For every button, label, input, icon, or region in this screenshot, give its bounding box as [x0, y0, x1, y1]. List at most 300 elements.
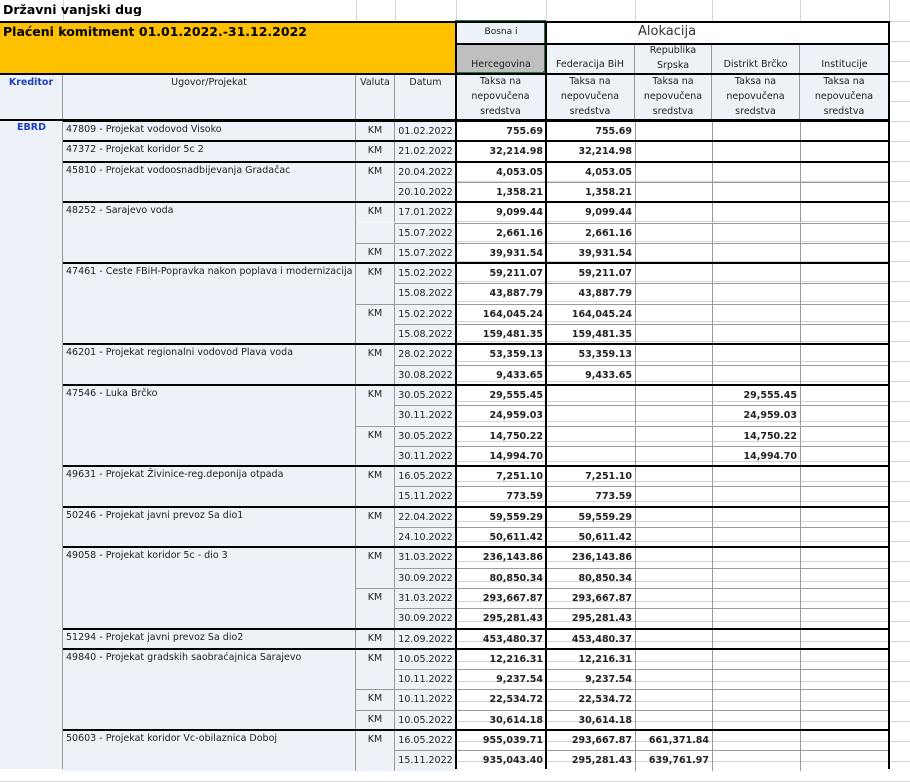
- subheader-rs[interactable]: [635, 74, 712, 120]
- valuta-cell[interactable]: KM: [356, 385, 395, 405]
- datum-cell[interactable]: 20.10.2022: [395, 182, 456, 202]
- project-cell[interactable]: 49631 - Projekat Živinice-reg.deponija otpada: [63, 466, 356, 507]
- valuta-cell[interactable]: [356, 568, 395, 588]
- valuta-cell[interactable]: [356, 223, 395, 243]
- institucije-cell[interactable]: [800, 750, 889, 770]
- fbih-cell[interactable]: 7,251.10: [546, 466, 635, 486]
- datum-cell[interactable]: 21.02.2022: [395, 141, 456, 161]
- group-border: [63, 628, 889, 630]
- datum-cell[interactable]: 10.05.2022: [395, 649, 456, 669]
- rs-cell[interactable]: [635, 182, 712, 202]
- subheader-text: sredstva: [480, 106, 521, 117]
- fbih-cell[interactable]: 236,143.86: [546, 547, 635, 567]
- header-valuta[interactable]: Valuta: [356, 74, 395, 120]
- brcko-cell[interactable]: [712, 608, 800, 628]
- datum-cell[interactable]: 30.09.2022: [395, 608, 456, 628]
- subheader-institucije[interactable]: [800, 74, 889, 120]
- bih-cell[interactable]: 293,667.87: [456, 588, 546, 608]
- institucije-cell[interactable]: [800, 730, 889, 750]
- rs-cell[interactable]: [635, 121, 712, 141]
- institucije-cell[interactable]: [800, 649, 889, 669]
- brcko-cell[interactable]: [712, 324, 800, 344]
- brcko-cell[interactable]: [712, 365, 800, 385]
- project-cell[interactable]: 47809 - Projekat vodovod Visoko: [63, 121, 356, 141]
- brcko-cell[interactable]: [712, 243, 800, 263]
- institucije-cell[interactable]: [800, 629, 889, 649]
- datum-cell[interactable]: 01.02.2022: [395, 121, 456, 141]
- header-datum[interactable]: Datum: [395, 74, 456, 120]
- valuta-cell[interactable]: [356, 608, 395, 628]
- brcko-cell[interactable]: [712, 304, 800, 324]
- valuta-cell[interactable]: KM: [356, 730, 395, 750]
- datum-cell[interactable]: 30.11.2022: [395, 446, 456, 466]
- subheader-text: sredstva: [569, 106, 611, 117]
- alokacija-label: Alokacija: [546, 21, 889, 43]
- institucije-cell[interactable]: [800, 486, 889, 506]
- valuta-cell[interactable]: [356, 750, 395, 770]
- thick-border: [0, 73, 889, 75]
- bih-cell[interactable]: 236,143.86: [456, 547, 546, 567]
- valuta-cell[interactable]: [356, 527, 395, 547]
- bih-cell[interactable]: 9,099.44: [456, 202, 546, 222]
- fbih-cell[interactable]: 755.69: [546, 121, 635, 141]
- subheader-fbih[interactable]: [546, 74, 635, 120]
- institucije-cell[interactable]: [800, 405, 889, 425]
- institucije-cell[interactable]: [800, 588, 889, 608]
- valuta-cell[interactable]: [356, 405, 395, 425]
- rs-cell[interactable]: [635, 324, 712, 344]
- brcko-cell[interactable]: [712, 669, 800, 689]
- fbih-cell[interactable]: 9,099.44: [546, 202, 635, 222]
- subheader-text: Taksa na: [479, 76, 522, 87]
- sheet-title: Državni vanjski dug: [3, 4, 142, 16]
- institucije-cell[interactable]: [800, 182, 889, 202]
- valuta-cell[interactable]: KM: [356, 466, 395, 486]
- datum-cell[interactable]: 10.11.2022: [395, 669, 456, 689]
- rs-cell[interactable]: [635, 466, 712, 486]
- bih-cell[interactable]: 755.69: [456, 121, 546, 141]
- bih-cell[interactable]: 14,750.22: [456, 426, 546, 446]
- header-rs[interactable]: [635, 43, 712, 74]
- group-border: [63, 506, 889, 508]
- rs-cell[interactable]: [635, 689, 712, 709]
- project-cell[interactable]: 49840 - Projekat gradskih saobraćajnica Sarajevo: [63, 649, 356, 730]
- fbih-cell[interactable]: [546, 426, 635, 446]
- datum-cell[interactable]: 15.07.2022: [395, 223, 456, 243]
- bih-cell[interactable]: 22,534.72: [456, 689, 546, 709]
- bih-cell[interactable]: 2,661.16: [456, 223, 546, 243]
- brcko-cell[interactable]: [712, 162, 800, 182]
- subheader-bih[interactable]: [456, 74, 546, 120]
- institucije-cell[interactable]: [800, 304, 889, 324]
- rs-cell[interactable]: [635, 405, 712, 425]
- institucije-cell[interactable]: [800, 141, 889, 161]
- group-border: [63, 343, 889, 345]
- subheader-text: Taksa na: [734, 76, 777, 87]
- institucije-cell[interactable]: [800, 669, 889, 689]
- rs-cell[interactable]: [635, 162, 712, 182]
- brcko-cell[interactable]: [712, 507, 800, 527]
- valuta-cell[interactable]: KM: [356, 426, 395, 446]
- fbih-cell[interactable]: 22,534.72: [546, 689, 635, 709]
- bih-cell[interactable]: 24,959.03: [456, 405, 546, 425]
- institucije-cell[interactable]: [800, 385, 889, 405]
- brcko-cell[interactable]: [712, 730, 800, 750]
- rs-cell[interactable]: [635, 507, 712, 527]
- bih-cell[interactable]: 39,931.54: [456, 243, 546, 263]
- valuta-cell[interactable]: KM: [356, 162, 395, 182]
- header-fbih[interactable]: Federacija BiH: [546, 43, 635, 74]
- fbih-cell[interactable]: 293,667.87: [546, 730, 635, 750]
- datum-cell[interactable]: 24.10.2022: [395, 527, 456, 547]
- valuta-divider: [356, 243, 395, 244]
- valuta-cell[interactable]: KM: [356, 141, 395, 161]
- datum-cell[interactable]: 15.02.2022: [395, 304, 456, 324]
- group-border: [63, 729, 889, 731]
- valuta-divider: [356, 304, 395, 305]
- fbih-cell[interactable]: 9,433.65: [546, 365, 635, 385]
- header-bih-top[interactable]: Bosna i: [456, 21, 546, 43]
- institucije-cell[interactable]: [800, 283, 889, 303]
- valuta-cell[interactable]: [356, 446, 395, 466]
- brcko-cell[interactable]: 14,750.22: [712, 426, 800, 446]
- subheader-text: sredstva: [652, 106, 694, 117]
- brcko-cell[interactable]: [712, 263, 800, 283]
- datum-cell[interactable]: 30.08.2022: [395, 365, 456, 385]
- bih-cell[interactable]: 7,251.10: [456, 466, 546, 486]
- datum-cell[interactable]: 15.08.2022: [395, 324, 456, 344]
- institucije-cell[interactable]: [800, 243, 889, 263]
- valuta-cell[interactable]: KM: [356, 588, 395, 608]
- subheader-text: Taksa na: [652, 76, 694, 87]
- project-cell[interactable]: 47461 - Ceste FBiH-Popravka nakon poplava i modernizacija: [63, 263, 356, 344]
- rs-cell[interactable]: [635, 426, 712, 446]
- group-border: [63, 648, 889, 650]
- header-institucije[interactable]: Institucije: [800, 43, 889, 74]
- rs-cell[interactable]: [635, 223, 712, 243]
- institucije-cell[interactable]: [800, 547, 889, 567]
- group-border: [63, 465, 889, 467]
- bih-cell[interactable]: 935,043.40: [456, 750, 546, 770]
- fbih-cell[interactable]: 773.59: [546, 486, 635, 506]
- brcko-cell[interactable]: [712, 750, 800, 770]
- group-border: [63, 161, 889, 163]
- rs-cell[interactable]: [635, 243, 712, 263]
- brcko-cell[interactable]: 29,555.45: [712, 385, 800, 405]
- valuta-cell[interactable]: KM: [356, 304, 395, 324]
- institucije-cell[interactable]: [800, 426, 889, 446]
- rs-cell[interactable]: 639,761.97: [635, 750, 712, 770]
- banner-cell[interactable]: [0, 21, 456, 74]
- fbih-cell[interactable]: [546, 385, 635, 405]
- valuta-cell[interactable]: [356, 324, 395, 344]
- brcko-cell[interactable]: [712, 689, 800, 709]
- brcko-cell[interactable]: [712, 141, 800, 161]
- group-border: [63, 140, 889, 142]
- fbih-cell[interactable]: 453,480.37: [546, 629, 635, 649]
- institucije-cell[interactable]: [800, 446, 889, 466]
- rs-cell[interactable]: [635, 304, 712, 324]
- bih-cell[interactable]: 30,614.18: [456, 710, 546, 730]
- institucije-cell[interactable]: [800, 507, 889, 527]
- subheader-text: sredstva: [823, 106, 865, 117]
- bih-cell[interactable]: 9,237.54: [456, 669, 546, 689]
- rs-cell[interactable]: 661,371.84: [635, 730, 712, 750]
- header-ugovor[interactable]: Ugovor/Projekat: [63, 74, 356, 120]
- bih-cell[interactable]: 159,481.35: [456, 324, 546, 344]
- project-cell[interactable]: 48252 - Sarajevo voda: [63, 202, 356, 263]
- project-cell[interactable]: 49058 - Projekat koridor 5c - dio 3: [63, 547, 356, 628]
- fbih-cell[interactable]: 2,661.16: [546, 223, 635, 243]
- bih-cell[interactable]: 453,480.37: [456, 629, 546, 649]
- valuta-cell[interactable]: [356, 486, 395, 506]
- rs-cell[interactable]: [635, 710, 712, 730]
- subheader-text: nepovučena: [643, 91, 703, 102]
- datum-cell[interactable]: 30.05.2022: [395, 426, 456, 446]
- datum-cell[interactable]: 16.05.2022: [395, 466, 456, 486]
- fbih-cell[interactable]: 39,931.54: [546, 243, 635, 263]
- valuta-cell[interactable]: KM: [356, 507, 395, 527]
- bih-cell[interactable]: 955,039.71: [456, 730, 546, 750]
- bih-cell[interactable]: 164,045.24: [456, 304, 546, 324]
- datum-cell[interactable]: 28.02.2022: [395, 344, 456, 364]
- institucije-cell[interactable]: [800, 202, 889, 222]
- valuta-divider: [356, 588, 395, 589]
- datum-cell[interactable]: 12.09.2022: [395, 629, 456, 649]
- subheader-text: sredstva: [735, 106, 776, 117]
- valuta-cell[interactable]: KM: [356, 649, 395, 669]
- project-cell[interactable]: 50603 - Projekat koridor Vc-obilaznica Doboj: [63, 730, 356, 771]
- datum-cell[interactable]: 22.04.2022: [395, 507, 456, 527]
- rs-cell[interactable]: [635, 263, 712, 283]
- bih-cell[interactable]: 295,281.43: [456, 608, 546, 628]
- header-rs-bottom: Srpska: [656, 60, 690, 71]
- brcko-cell[interactable]: [712, 223, 800, 243]
- fbih-cell[interactable]: 12,216.31: [546, 649, 635, 669]
- brcko-cell[interactable]: [712, 710, 800, 730]
- project-cell[interactable]: 51294 - Projekat javni prevoz Sa dio2: [63, 629, 356, 649]
- datum-cell[interactable]: 31.03.2022: [395, 588, 456, 608]
- valuta-divider: [356, 710, 395, 711]
- project-cell[interactable]: 45810 - Projekat vodoosnadbijevanja Gradačac: [63, 162, 356, 203]
- brcko-cell[interactable]: [712, 629, 800, 649]
- thick-border: [456, 43, 889, 45]
- brcko-cell[interactable]: [712, 486, 800, 506]
- datum-cell[interactable]: 20.04.2022: [395, 162, 456, 182]
- fbih-cell[interactable]: 293,667.87: [546, 588, 635, 608]
- fbih-cell[interactable]: 43,887.79: [546, 283, 635, 303]
- valuta-divider: [356, 689, 395, 690]
- bih-cell[interactable]: 43,887.79: [456, 283, 546, 303]
- fbih-cell[interactable]: [546, 446, 635, 466]
- fbih-cell[interactable]: 295,281.43: [546, 608, 635, 628]
- institucije-cell[interactable]: [800, 568, 889, 588]
- valuta-cell[interactable]: [356, 365, 395, 385]
- fbih-cell[interactable]: 50,611.42: [546, 527, 635, 547]
- fbih-cell[interactable]: 295,281.43: [546, 750, 635, 770]
- bih-cell[interactable]: 59,559.29: [456, 507, 546, 527]
- brcko-cell[interactable]: [712, 182, 800, 202]
- subheader-text: nepovučena: [560, 91, 620, 102]
- kreditor-ebrd[interactable]: EBRD: [17, 122, 46, 133]
- thick-border: [0, 119, 889, 121]
- subheader-text: nepovučena: [726, 91, 785, 102]
- fbih-cell[interactable]: 30,614.18: [546, 710, 635, 730]
- valuta-cell[interactable]: [356, 283, 395, 303]
- group-border: [63, 201, 889, 203]
- bih-cell[interactable]: 1,358.21: [456, 182, 546, 202]
- valuta-cell[interactable]: KM: [356, 629, 395, 649]
- bih-cell[interactable]: 32,214.98: [456, 141, 546, 161]
- bih-cell[interactable]: 50,611.42: [456, 527, 546, 547]
- datum-cell[interactable]: 15.02.2022: [395, 263, 456, 283]
- thick-border: [455, 21, 457, 769]
- thick-border: [545, 21, 547, 769]
- datum-cell[interactable]: 30.05.2022: [395, 385, 456, 405]
- project-cell[interactable]: 47546 - Luka Brčko: [63, 385, 356, 466]
- group-border: [63, 262, 889, 264]
- datum-cell[interactable]: 16.05.2022: [395, 730, 456, 750]
- header-bih-bottom[interactable]: Hercegovina: [456, 43, 546, 74]
- brcko-cell[interactable]: [712, 547, 800, 567]
- institucije-cell[interactable]: [800, 263, 889, 283]
- bih-cell[interactable]: 53,359.13: [456, 344, 546, 364]
- kreditor-column: [0, 120, 63, 769]
- rs-cell[interactable]: [635, 141, 712, 161]
- rs-cell[interactable]: [635, 629, 712, 649]
- fbih-cell[interactable]: 59,211.07: [546, 263, 635, 283]
- bih-cell[interactable]: 29,555.45: [456, 385, 546, 405]
- group-border: [63, 384, 889, 386]
- header-kreditor[interactable]: Kreditor: [0, 74, 63, 120]
- valuta-divider: [356, 426, 395, 427]
- project-cell[interactable]: 47372 - Projekat koridor 5c 2: [63, 141, 356, 161]
- rs-cell[interactable]: [635, 669, 712, 689]
- datum-cell[interactable]: 15.11.2022: [395, 486, 456, 506]
- institucije-cell[interactable]: [800, 689, 889, 709]
- brcko-cell[interactable]: 24,959.03: [712, 405, 800, 425]
- institucije-cell[interactable]: [800, 365, 889, 385]
- bih-cell[interactable]: 80,850.34: [456, 568, 546, 588]
- datum-cell[interactable]: 30.11.2022: [395, 405, 456, 425]
- institucije-cell[interactable]: [800, 121, 889, 141]
- bih-cell[interactable]: 9,433.65: [456, 365, 546, 385]
- fbih-cell[interactable]: 4,053.05: [546, 162, 635, 182]
- bih-cell[interactable]: 773.59: [456, 486, 546, 506]
- bih-cell[interactable]: 12,216.31: [456, 649, 546, 669]
- fbih-cell[interactable]: 53,359.13: [546, 344, 635, 364]
- valuta-cell[interactable]: [356, 669, 395, 689]
- brcko-cell[interactable]: [712, 649, 800, 669]
- valuta-cell[interactable]: [356, 182, 395, 202]
- institucije-cell[interactable]: [800, 324, 889, 344]
- valuta-cell[interactable]: KM: [356, 689, 395, 709]
- bih-cell[interactable]: 14,994.70: [456, 446, 546, 466]
- institucije-cell[interactable]: [800, 527, 889, 547]
- brcko-cell[interactable]: [712, 568, 800, 588]
- valuta-cell[interactable]: KM: [356, 710, 395, 730]
- datum-cell[interactable]: 15.08.2022: [395, 283, 456, 303]
- fbih-cell[interactable]: 32,214.98: [546, 141, 635, 161]
- brcko-cell[interactable]: [712, 121, 800, 141]
- valuta-cell[interactable]: KM: [356, 547, 395, 567]
- brcko-cell[interactable]: [712, 527, 800, 547]
- rs-cell[interactable]: [635, 649, 712, 669]
- subheader-text: nepovučena: [814, 91, 874, 102]
- header-rs-top: Republika: [649, 45, 697, 56]
- brcko-cell[interactable]: [712, 283, 800, 303]
- fbih-cell[interactable]: 1,358.21: [546, 182, 635, 202]
- bih-cell[interactable]: 4,053.05: [456, 162, 546, 182]
- brcko-cell[interactable]: [712, 466, 800, 486]
- subheader-text: Taksa na: [569, 76, 611, 87]
- institucije-cell[interactable]: [800, 223, 889, 243]
- fbih-cell[interactable]: 59,559.29: [546, 507, 635, 527]
- rs-cell[interactable]: [635, 446, 712, 466]
- datum-cell[interactable]: 15.07.2022: [395, 243, 456, 263]
- rs-cell[interactable]: [635, 547, 712, 567]
- subheader-text: Taksa na: [823, 76, 865, 87]
- datum-cell[interactable]: 10.11.2022: [395, 689, 456, 709]
- valuta-cell[interactable]: KM: [356, 121, 395, 141]
- rs-cell[interactable]: [635, 344, 712, 364]
- fbih-cell[interactable]: 9,237.54: [546, 669, 635, 689]
- institucije-cell[interactable]: [800, 162, 889, 182]
- institucije-cell[interactable]: [800, 608, 889, 628]
- rs-cell[interactable]: [635, 527, 712, 547]
- fbih-cell[interactable]: 164,045.24: [546, 304, 635, 324]
- subheader-text: nepovučena: [471, 91, 530, 102]
- rs-cell[interactable]: [635, 202, 712, 222]
- fbih-cell[interactable]: 159,481.35: [546, 324, 635, 344]
- project-cell[interactable]: 46201 - Projekat regionalni vodovod Plava voda: [63, 344, 356, 385]
- datum-cell[interactable]: 30.09.2022: [395, 568, 456, 588]
- bih-cell[interactable]: 59,211.07: [456, 263, 546, 283]
- valuta-cell[interactable]: KM: [356, 263, 395, 283]
- rs-cell[interactable]: [635, 608, 712, 628]
- brcko-cell[interactable]: [712, 202, 800, 222]
- rs-cell[interactable]: [635, 486, 712, 506]
- institucije-cell[interactable]: [800, 466, 889, 486]
- institucije-cell[interactable]: [800, 710, 889, 730]
- rs-cell[interactable]: [635, 283, 712, 303]
- brcko-cell[interactable]: [712, 344, 800, 364]
- datum-cell[interactable]: 15.11.2022: [395, 750, 456, 770]
- project-cell[interactable]: 50246 - Projekat javni prevoz Sa dio1: [63, 507, 356, 548]
- brcko-cell[interactable]: [712, 588, 800, 608]
- valuta-cell[interactable]: KM: [356, 202, 395, 222]
- header-brcko[interactable]: Distrikt Brčko: [712, 43, 800, 74]
- datum-cell[interactable]: 10.05.2022: [395, 710, 456, 730]
- datum-cell[interactable]: 31.03.2022: [395, 547, 456, 567]
- thick-border: [456, 21, 889, 23]
- rs-cell[interactable]: [635, 385, 712, 405]
- subheader-brcko[interactable]: [712, 74, 800, 120]
- group-border: [63, 546, 889, 548]
- institucije-cell[interactable]: [800, 344, 889, 364]
- fbih-cell[interactable]: 80,850.34: [546, 568, 635, 588]
- banner-text: Plaćeni komitment 01.01.2022.-31.12.2022: [3, 24, 307, 39]
- brcko-cell[interactable]: 14,994.70: [712, 446, 800, 466]
- rs-cell[interactable]: [635, 568, 712, 588]
- fbih-cell[interactable]: [546, 405, 635, 425]
- rs-cell[interactable]: [635, 365, 712, 385]
- valuta-cell[interactable]: KM: [356, 243, 395, 263]
- valuta-cell[interactable]: KM: [356, 344, 395, 364]
- rs-cell[interactable]: [635, 588, 712, 608]
- datum-cell[interactable]: 17.01.2022: [395, 202, 456, 222]
- thick-border: [888, 21, 890, 769]
